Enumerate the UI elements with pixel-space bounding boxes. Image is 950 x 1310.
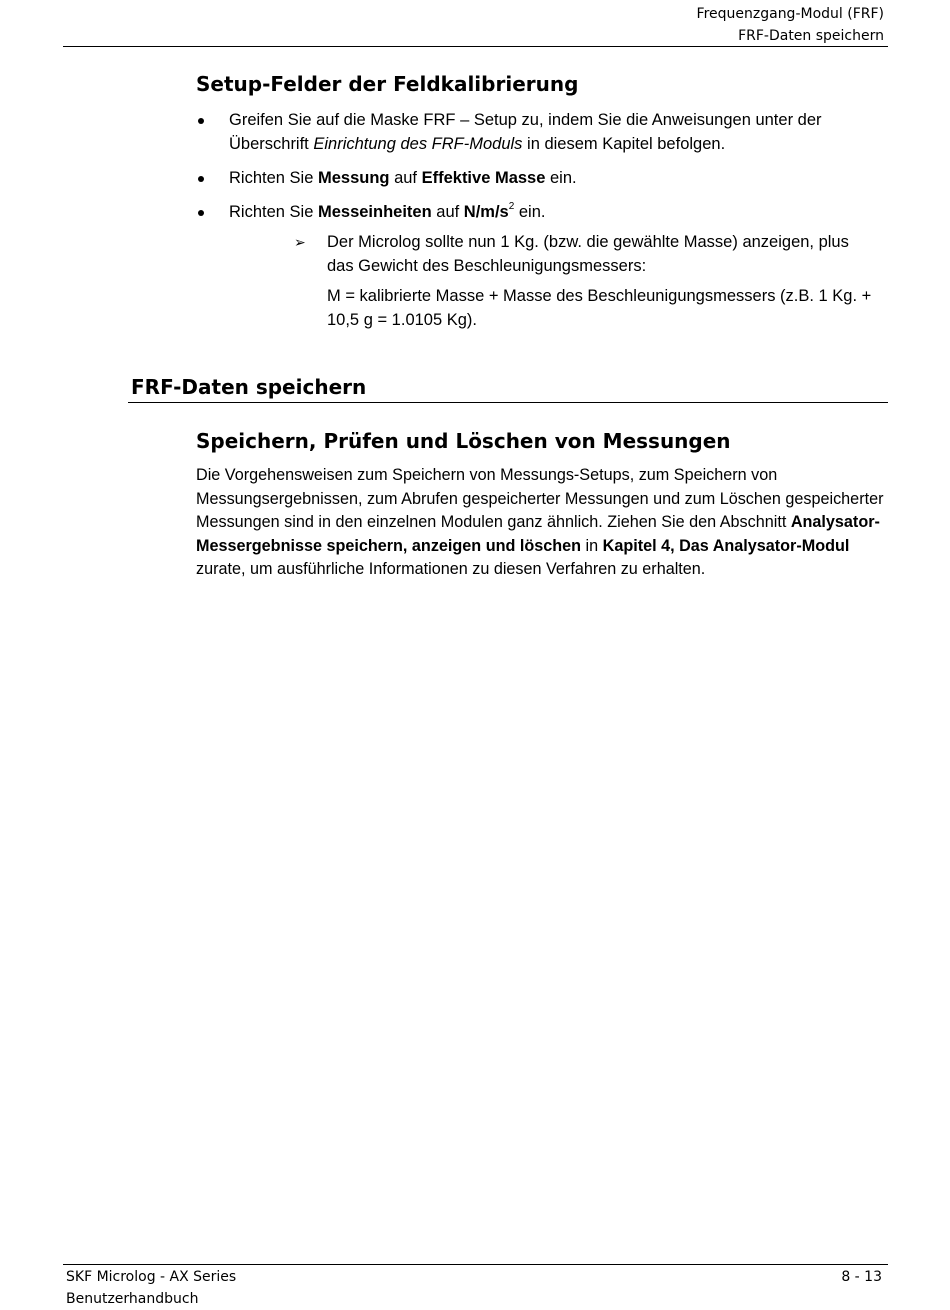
bullet3-bold-field: Messeinheiten <box>317 203 432 221</box>
frf-section-heading: FRF-Daten speichern <box>131 375 367 399</box>
arrow-bullet-icon: ➢ <box>294 234 306 250</box>
footer-product-name: SKF Microlog - AX Series <box>66 1269 237 1285</box>
bullet3-text-a: Richten Sie <box>229 203 318 221</box>
bullet2-text-b: auf <box>389 169 422 187</box>
bullet3-text-c: ein. <box>514 203 546 221</box>
bullet-item-frf-setup <box>196 108 861 156</box>
setup-heading: Setup-Felder der Feldkalibrierung <box>196 72 579 96</box>
bullet2-text-a: Richten Sie <box>229 169 318 187</box>
result-note <box>294 230 874 332</box>
running-header <box>697 3 884 47</box>
save-check-delete-heading: Speichern, Prüfen und Löschen von Messungen <box>196 429 731 453</box>
footer-rule <box>63 1264 888 1265</box>
save-procedures-paragraph <box>196 464 890 582</box>
para-text-a: Die Vorgehensweisen zum Speichern von Messungs-Setups, zum Speichern von Messungsergebnissen, zum Abrufen gespeicherter Messungen und zum Löschen gespeicherter Messungen sind in den einzelnen Modulen ganz ähnlich. Ziehen Sie den Abschnitt <box>196 466 884 532</box>
result-note-item <box>294 230 874 278</box>
footer-product <box>66 1266 236 1310</box>
section-rule <box>128 402 888 403</box>
bullet3-text-b: auf <box>431 203 464 221</box>
bullet-icon <box>198 176 204 182</box>
header-rule <box>63 46 888 47</box>
para-bold-chapter-ref: Kapitel 4, Das Analysator-Modul <box>602 536 850 555</box>
bullet2-bold-field: Messung <box>317 169 390 187</box>
bullet1-text-a: Greifen Sie auf die Maske FRF – Setup zu, indem Sie die Anweisungen unter der Überschrift <box>229 111 822 153</box>
footer-document-type: Benutzerhandbuch <box>66 1291 199 1307</box>
para-text-c: zurate, um ausführliche Informationen zu diesen Verfahren zu erhalten. <box>196 560 706 579</box>
header-chapter-title: Frequenzgang-Modul (FRF) <box>696 6 884 22</box>
bullet2-text-c: ein. <box>545 169 577 187</box>
mass-formula: M = kalibrierte Masse + Masse des Beschleunigungsmessers (z.B. 1 Kg. + 10,5 g = 1.0105 Kg). <box>327 287 872 329</box>
bullet-icon <box>198 210 204 216</box>
header-section-title: FRF-Daten speichern <box>738 28 884 44</box>
bullet1-text-b: in diesem Kapitel befolgen. <box>522 135 726 153</box>
bullet-icon <box>198 118 204 124</box>
result-note-text: Der Microlog sollte nun 1 Kg. (bzw. die gewählte Masse) anzeigen, plus das Gewicht des Beschleunigungsmessers: <box>327 233 849 275</box>
bullet3-bold-unit: N/m/s <box>463 203 509 221</box>
para-text-b: in <box>581 536 603 555</box>
bullet-item-messung <box>196 166 861 190</box>
bullet2-bold-value: Effektive Masse <box>421 169 546 187</box>
bullet3-unit-exponent: 2 <box>508 201 515 212</box>
bullet1-italic-ref: Einrichtung des FRF-Moduls <box>313 135 523 153</box>
page-number: 8 - 13 <box>841 1269 882 1285</box>
bullet-item-messeinheiten <box>196 200 861 224</box>
para-bold-section-ref: Analysator-Messergebnisse speichern, anzeigen und löschen <box>196 513 880 555</box>
setup-bullet-list <box>196 108 861 234</box>
